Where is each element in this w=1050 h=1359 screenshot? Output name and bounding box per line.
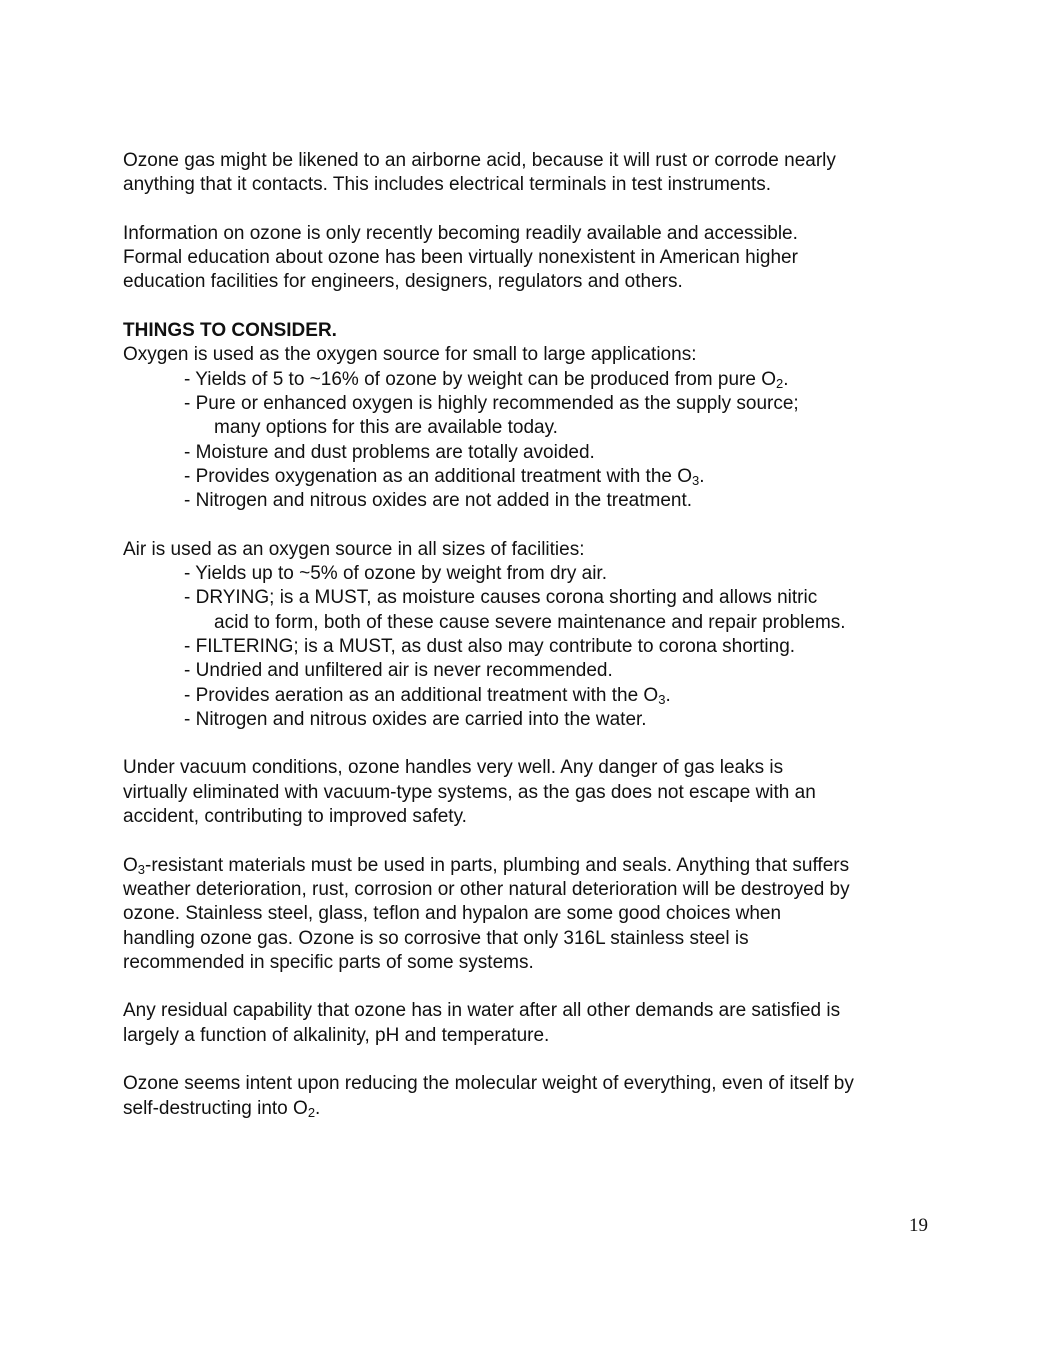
text-line: Any residual capability that ozone has in water after all other demands are satisfied is	[123, 1000, 841, 1022]
list-item: - Nitrogen and nitrous oxides are not added in the treatment.	[184, 490, 693, 512]
text-line: virtually eliminated with vacuum-type systems, as the gas does not escape with an	[123, 781, 816, 803]
text-line: weather deterioration, rust, corrosion or other natural deterioration will be destroyed by	[123, 878, 850, 900]
text-line: recommended in specific parts of some systems.	[123, 951, 534, 973]
list-item: - Provides oxygenation as an additional treatment with the $O_3$.	[184, 465, 705, 488]
list-item: - DRYING; is a MUST, as moisture causes corona shorting and allows nitric acid to form, both of these cause severe maintenance and repair problems.	[184, 587, 846, 633]
list-item: - Yields up to ~5% of ozone by weight from dry air.	[184, 563, 607, 585]
paragraph-ozone-airborne-acid	[123, 149, 943, 198]
text-line: $O_3$-resistant materials must be used in parts, plumbing and seals. Anything that suffers	[123, 854, 850, 877]
section-heading: THINGS TO CONSIDER.	[123, 320, 337, 342]
list-item: - Moisture and dust problems are totally avoided.	[184, 441, 595, 463]
text-line: Information on ozone is only recently becoming readily available and accessible.	[123, 222, 798, 244]
paragraph-vacuum-conditions	[123, 756, 943, 829]
paragraph-residual-capability	[123, 999, 943, 1048]
list-item: - FILTERING; is a MUST, as dust also may contribute to corona shorting.	[184, 635, 796, 657]
list-item: - Pure or enhanced oxygen is highly recommended as the supply source; many options for this are available today.	[184, 392, 799, 439]
page-number: 19	[909, 1215, 928, 1236]
paragraph-ozone-information	[123, 222, 943, 295]
list-item: - Nitrogen and nitrous oxides are carried into the water.	[184, 708, 647, 730]
document-page	[123, 149, 943, 1121]
list-item: - Yields of 5 to ~16% of ozone by weight can be produced from pure $O_2$.	[184, 368, 789, 391]
text-line: ozone. Stainless steel, glass, teflon and hypalon are some good choices when	[123, 903, 782, 925]
text-line: Formal education about ozone has been virtually nonexistent in American higher	[123, 247, 798, 269]
text-line: largely a function of alkalinity, pH and temperature.	[123, 1024, 550, 1046]
section-things-to-consider	[123, 319, 943, 513]
paragraph-molecular-weight	[123, 1072, 943, 1121]
oxygen-bullet-list	[123, 368, 943, 514]
list-item: - Undried and unfiltered air is never recommended.	[184, 660, 613, 682]
oxygen-intro: Oxygen is used as the oxygen source for small to large applications:	[123, 344, 697, 366]
text-line: education facilities for engineers, designers, regulators and others.	[123, 271, 683, 293]
text-line: handling ozone gas. Ozone is so corrosive that only 316L stainless steel is	[123, 927, 749, 949]
air-bullet-list	[123, 562, 943, 732]
text-line: anything that it contacts. This includes electrical terminals in test instruments.	[123, 174, 772, 196]
text-line: Ozone gas might be likened to an airborne acid, because it will rust or corrode nearly	[123, 150, 836, 171]
text-line: self-destructing into $O_2$.	[123, 1097, 321, 1120]
air-intro: Air is used as an oxygen source in all sizes of facilities:	[123, 538, 585, 560]
text-line: Ozone seems intent upon reducing the molecular weight of everything, even of itself by	[123, 1073, 854, 1095]
text-line: accident, contributing to improved safety.	[123, 806, 467, 828]
list-item: - Provides aeration as an additional treatment with the $O_3$.	[184, 684, 671, 707]
paragraph-resistant-materials	[123, 854, 943, 975]
text-line: Under vacuum conditions, ozone handles very well. Any danger of gas leaks is	[123, 757, 784, 779]
section-air-source	[123, 538, 943, 732]
